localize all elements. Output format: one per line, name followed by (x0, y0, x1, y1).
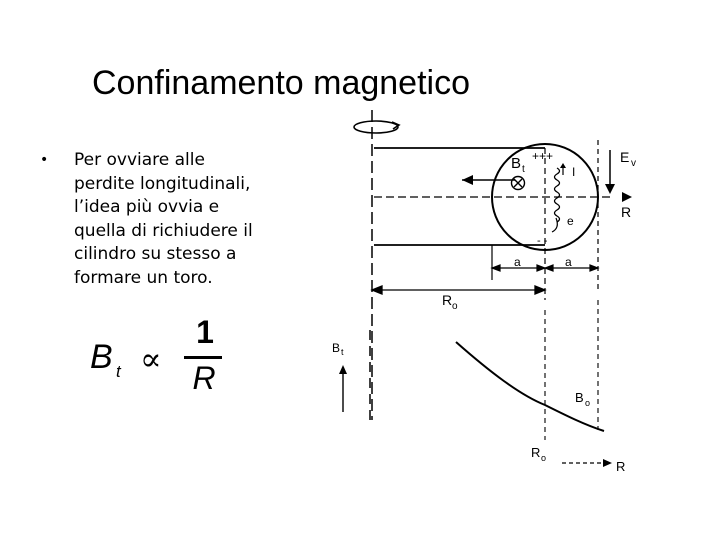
label-Ro-top-sub: o (452, 301, 458, 312)
label-Ro-top: R (442, 292, 453, 308)
formula-subscript-t: t (116, 362, 121, 381)
formula-numerator: 1 (196, 314, 214, 350)
plot-ylabel-sub: t (341, 347, 344, 357)
bullet-line: quella di richiudere il (74, 220, 253, 241)
slide-title: Confinamento magnetico (92, 64, 471, 102)
dimension-Ro (372, 286, 545, 294)
left-arrow-icon (462, 175, 515, 185)
label-Ev-sub: v (631, 158, 636, 169)
label-Ev: E (620, 149, 630, 165)
electron-drift-icon (552, 218, 557, 232)
plot-xlabel: R (616, 459, 626, 474)
Ev-arrow-icon (605, 150, 615, 194)
bullet-marker: • (40, 152, 49, 168)
label-Bo-sub: o (585, 398, 591, 408)
label-a-right: a (565, 255, 572, 269)
bullet-line: perdite longitudinali, (74, 173, 251, 194)
formula-B: B (90, 338, 113, 376)
plot-y-arrow-icon (339, 365, 347, 412)
bullet-line: Per ovviare alle (74, 150, 205, 170)
label-minus-charges: - - (537, 235, 548, 247)
label-a-left: a (514, 255, 521, 269)
rotation-arrow-icon (354, 121, 399, 133)
plot-x-arrow-icon (562, 459, 612, 467)
formula-denominator: R (192, 360, 216, 396)
plot-ylabel: B (332, 341, 341, 355)
label-I: I (572, 165, 576, 179)
proportional-symbol: ∝ (140, 340, 162, 378)
R-arrow-icon (622, 192, 632, 202)
label-Bo: B (575, 390, 584, 405)
field-into-page-icon (512, 177, 525, 190)
current-coil-icon (555, 168, 560, 222)
label-e: e (567, 214, 574, 228)
label-Bt-sub: t (522, 164, 525, 175)
label-Ro-bottom: R (531, 445, 541, 460)
field-decay-curve (456, 342, 604, 431)
label-R-axis: R (621, 204, 632, 220)
bullet-line: cilindro su stesso a (74, 244, 237, 264)
label-plus-charges: +++ (532, 149, 554, 163)
label-Ro-bottom-sub: o (541, 453, 547, 463)
bullet-line: formare un toro. (74, 267, 213, 288)
bullet-line: l’idea più ovvia e (74, 197, 220, 217)
label-Bt: B (511, 155, 522, 172)
current-arrow-icon (560, 163, 566, 175)
